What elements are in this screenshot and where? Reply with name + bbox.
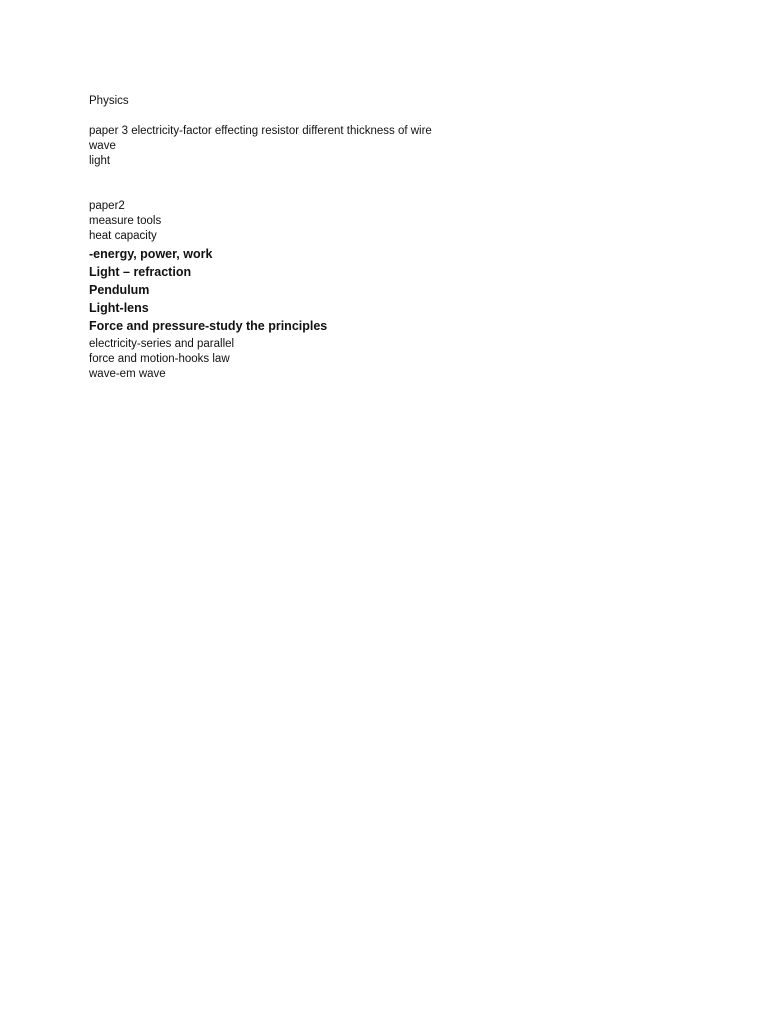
paper3-line: paper 3 electricity-factor effecting resistor different thickness of wire bbox=[89, 125, 432, 137]
paper2-bold-item: Pendulum bbox=[89, 283, 150, 297]
paper3-line: wave bbox=[89, 140, 116, 152]
paper2-heading: paper2 bbox=[89, 200, 125, 212]
paper2-bold-item: Force and pressure-study the principles bbox=[89, 319, 328, 333]
paper2-bold-item: Light – refraction bbox=[89, 265, 192, 279]
paper2-bold-item: -energy, power, work bbox=[89, 247, 213, 261]
section-spacer bbox=[89, 169, 709, 199]
document-title: Physics bbox=[89, 95, 129, 107]
paper2-item: measure tools bbox=[89, 215, 162, 227]
paper2-bold-item: Light-lens bbox=[89, 301, 149, 315]
paper2-item: wave-em wave bbox=[89, 368, 166, 380]
paper2-item: heat capacity bbox=[89, 230, 157, 242]
paper3-section bbox=[89, 124, 709, 169]
paper2-item: electricity-series and parallel bbox=[89, 338, 235, 350]
paper3-line: light bbox=[89, 155, 111, 167]
document-body bbox=[89, 94, 709, 382]
paper2-section bbox=[89, 199, 709, 382]
paper2-item: force and motion-hooks law bbox=[89, 353, 230, 365]
